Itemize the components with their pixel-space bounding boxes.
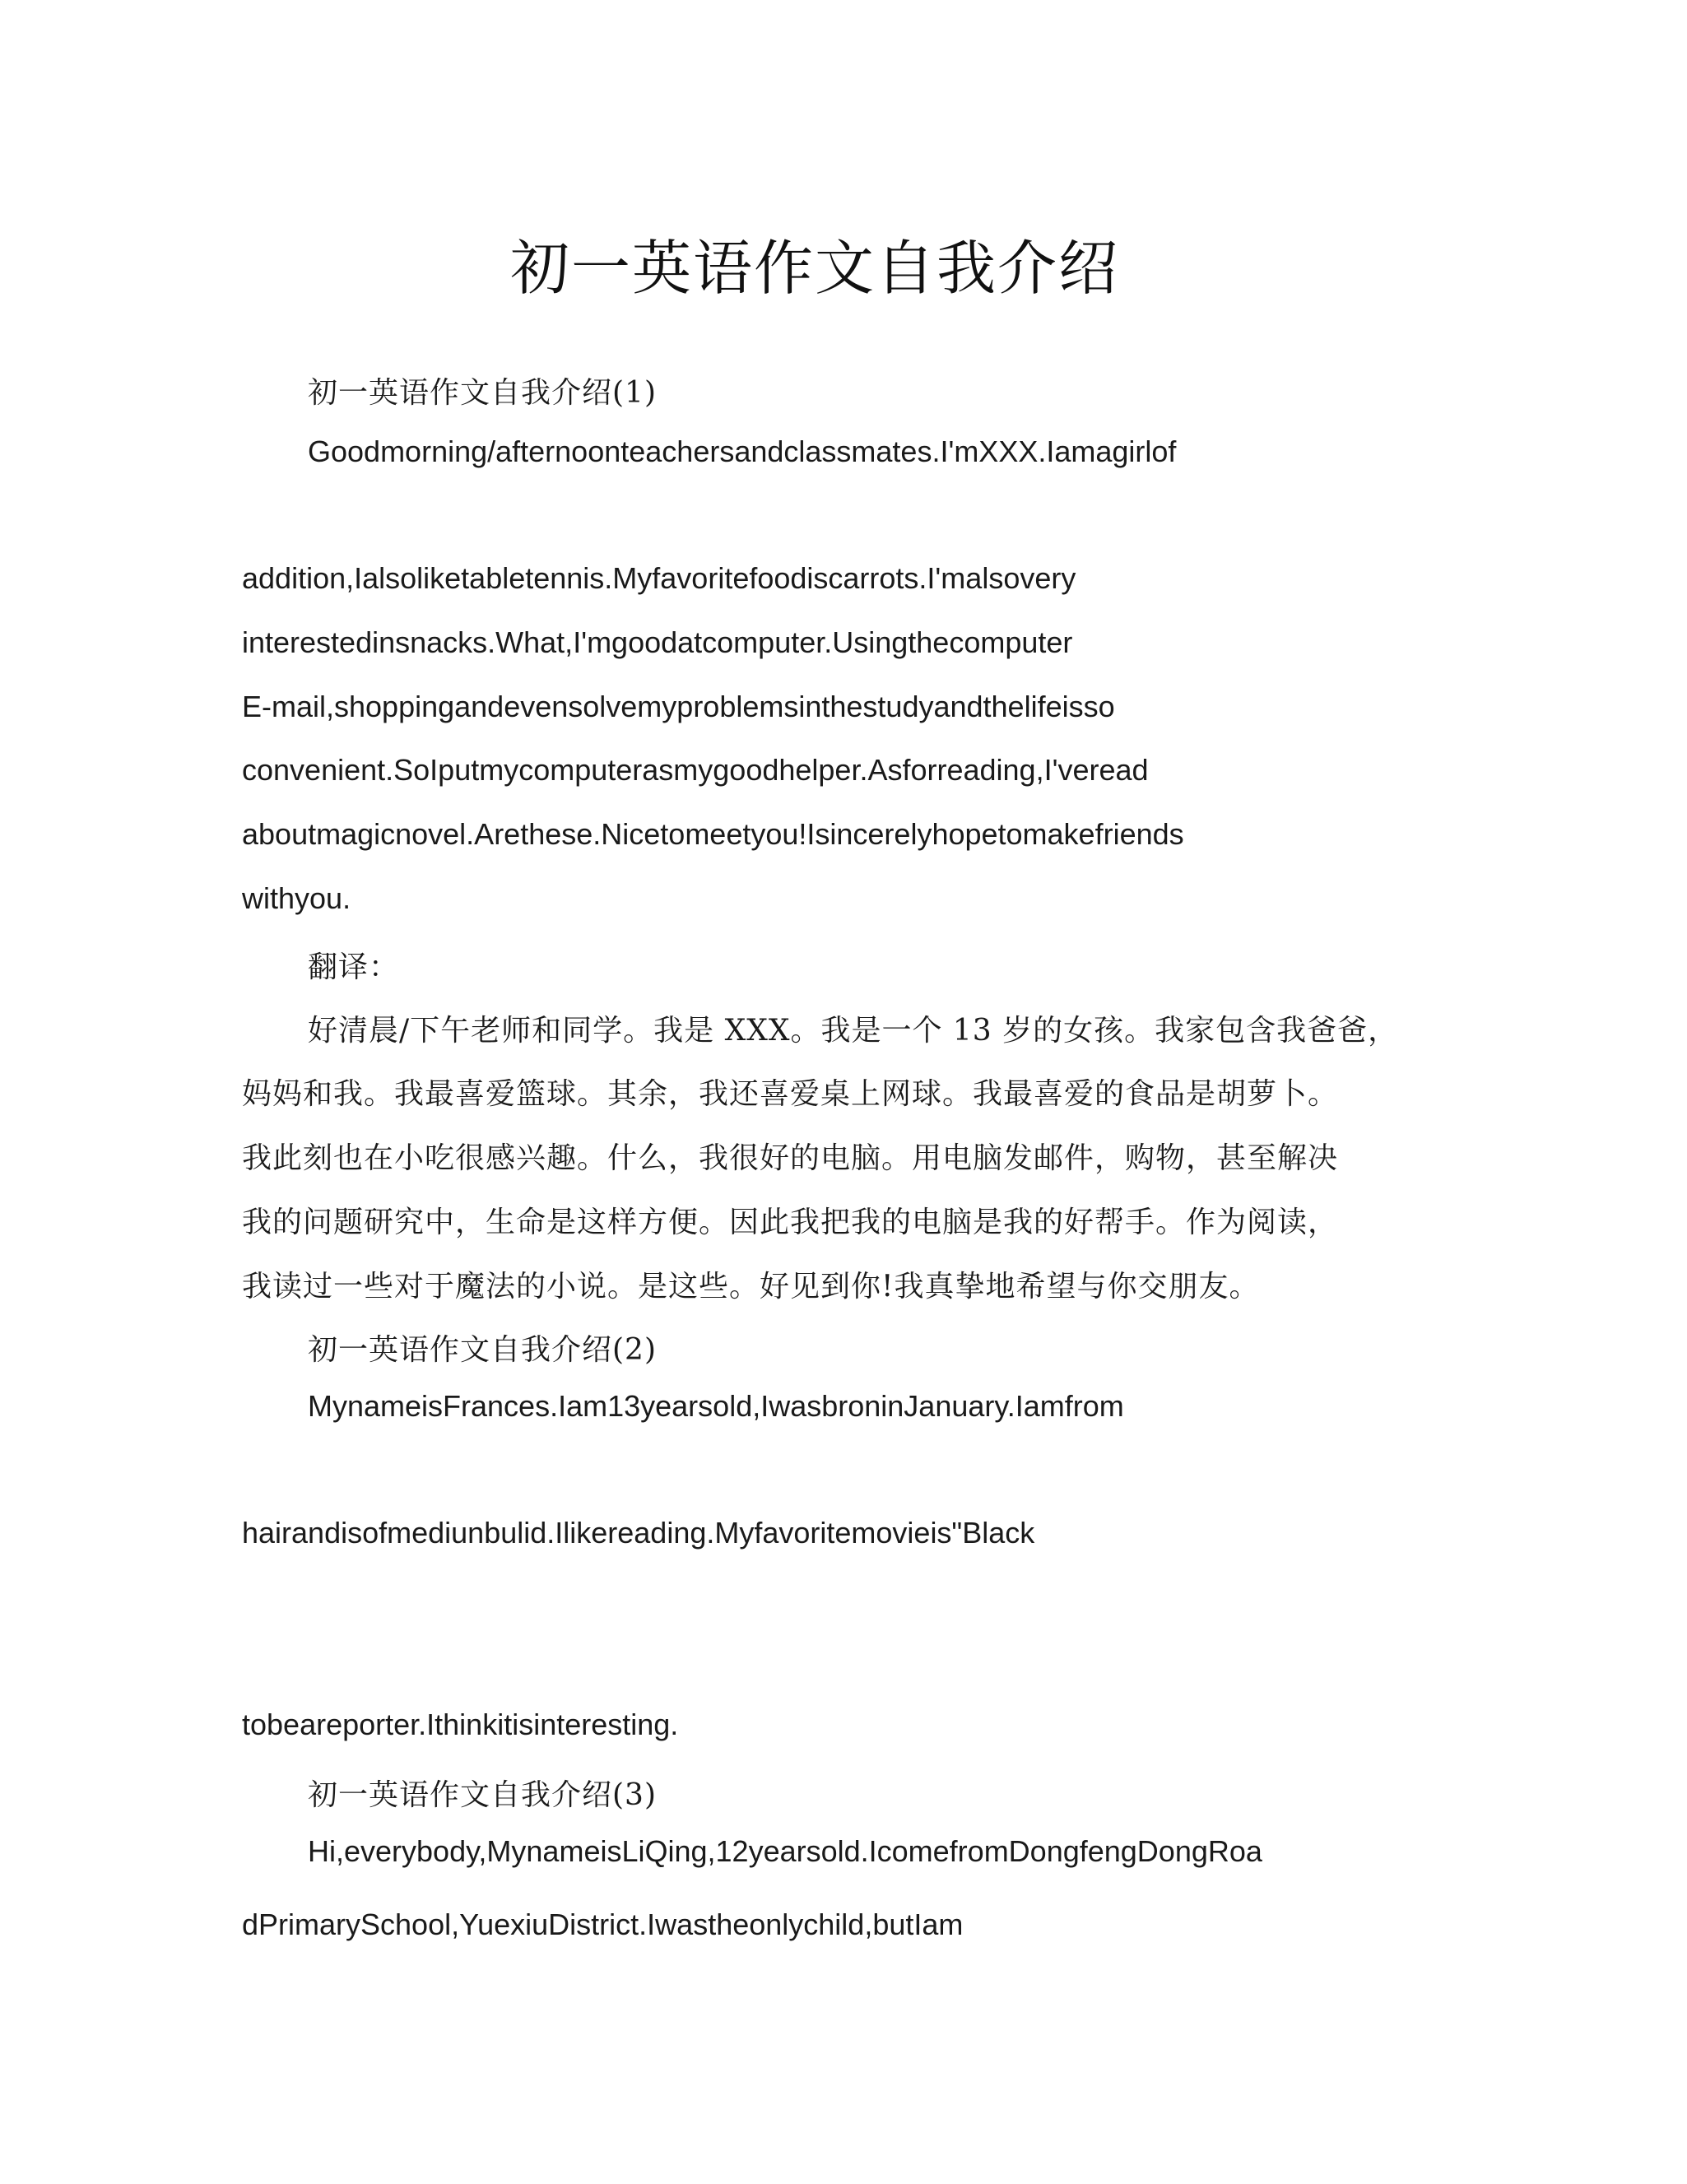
- translation-line: 妈妈和我。我最喜爱篮球。其余，我还喜爱桌上网球。我最喜爱的食品是胡萝卜。: [242, 1077, 1339, 1111]
- section-1-line: E-mail,shoppingandevensolvemyproblemsinthestudyandthelifeisso: [242, 690, 1115, 723]
- section-1-line: aboutmagicnovel.Arethese.Nicetomeetyou!Isincerelyhopetomakefriends: [242, 817, 1184, 851]
- section-1-line: interestedinsnacks.What,I'mgoodatcomputer.Usingthecomputer: [242, 625, 1073, 659]
- translation-line: 我此刻也在小吃很感兴趣。什么，我很好的电脑。用电脑发邮件，购物，甚至解决: [242, 1141, 1339, 1175]
- translation-line: 我的问题研究中，生命是这样方便。因此我把我的电脑是我的好帮手。作为阅读，: [242, 1206, 1339, 1239]
- section-2-heading: 初一英语作文自我介绍(2): [308, 1333, 657, 1367]
- section-1-line: convenient.SoIputmycomputerasmygoodhelper.Asforreading,I'veread: [242, 753, 1149, 787]
- section-3-line: dPrimarySchool,YuexiuDistrict.Iwastheonlychild,butIam: [242, 1908, 964, 1941]
- section-2-line: MynameisFrances.Iam13yearsold,IwasbroninJanuary.Iamfrom: [308, 1389, 1124, 1423]
- section-2-line: hairandisofmediunbulid.Ilikereading.Myfavoritemovieis"Black: [242, 1516, 1035, 1550]
- section-1-line: withyou.: [242, 881, 351, 915]
- translation-label: 翻译：: [308, 950, 400, 984]
- section-3-line: Hi,everybody,MynameisLiQing,12yearsold.IcomefromDongfengDongRoa: [308, 1834, 1262, 1868]
- section-2-line: tobeareporter.Ithinkitisinteresting.: [242, 1708, 679, 1741]
- section-3-heading: 初一英语作文自我介绍(3): [308, 1778, 657, 1812]
- translation-line: 好清晨/下午老师和同学。我是 XXX。我是一个 13 岁的女孩。我家包含我爸爸，: [308, 1014, 1399, 1048]
- document-title: 初一英语作文自我介绍: [510, 234, 1120, 303]
- section-1-heading: 初一英语作文自我介绍(1): [308, 376, 657, 410]
- section-1-line: Goodmorning/afternoonteachersandclassmates.I'mXXX.Iamagirlof: [308, 434, 1177, 468]
- section-1-line: addition,Ialsoliketabletennis.Myfavoritefoodiscarrots.I'malsovery: [242, 561, 1076, 595]
- translation-line: 我读过一些对于魔法的小说。是这些。好见到你!我真挚地希望与你交朋友。: [242, 1270, 1260, 1303]
